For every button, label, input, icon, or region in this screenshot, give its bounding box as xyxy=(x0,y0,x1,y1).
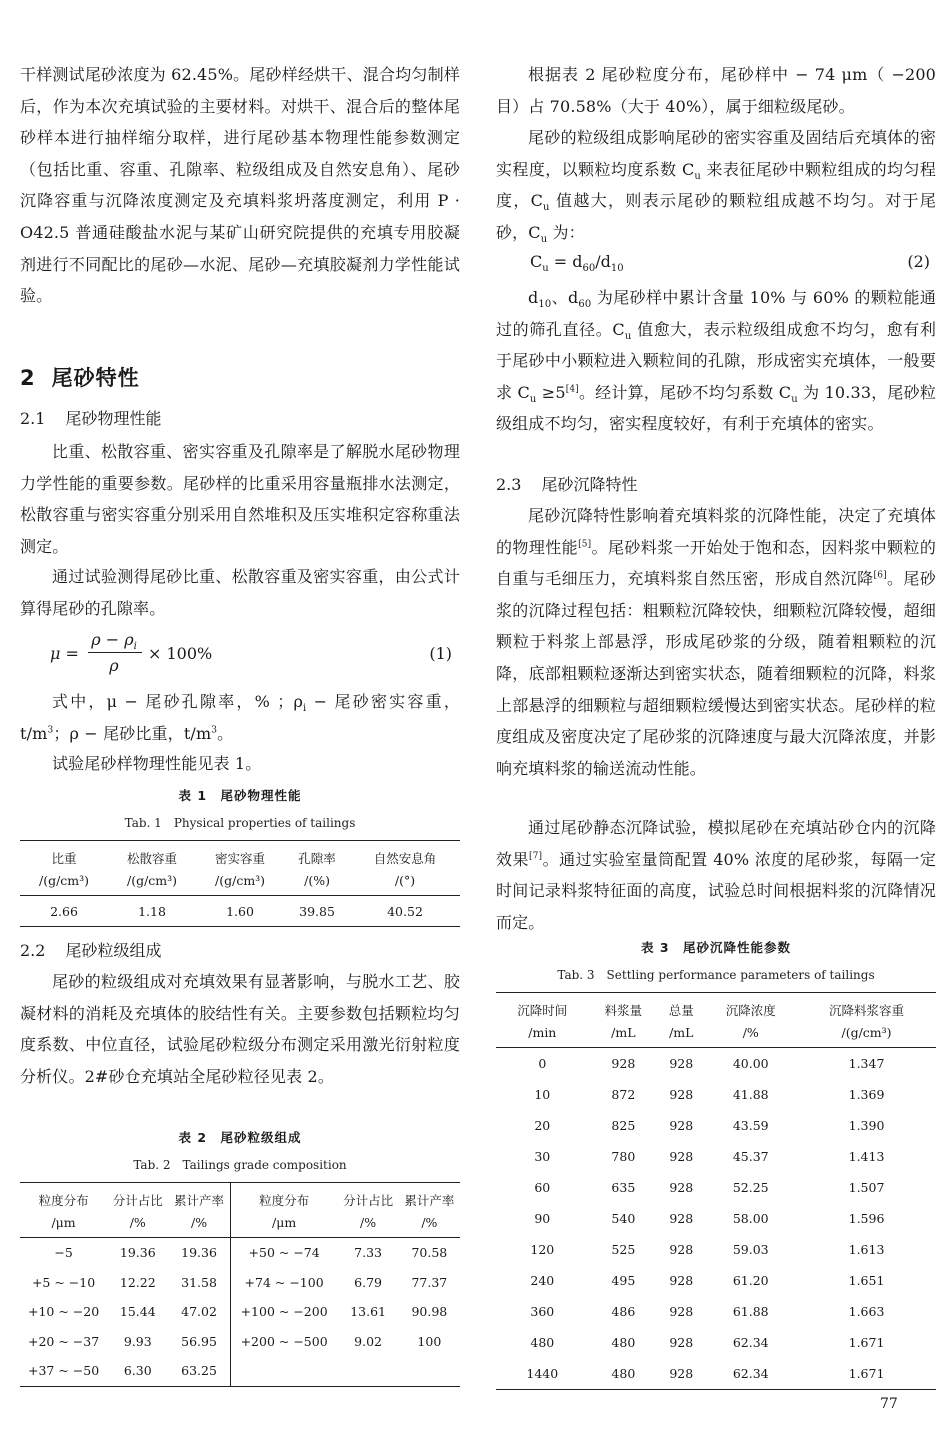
t3-cell: 62.34 xyxy=(732,1366,769,1381)
t3-cell: 928 xyxy=(669,1211,694,1226)
paragraph-r2: 尾砂的粒级组成影响尾砂的密实容重及固结后充填体的密实程度，以颗粒均度系数 $C_u$ 来表征尾砂中颗粒组成的均匀程度，$C_u$ 值越大，则表示尾砂的颗粒组成越不均匀。对于尾砂，$C_u$ 为： xyxy=(496,128,937,245)
page-number: 77 xyxy=(880,1396,898,1412)
table-row xyxy=(496,1110,936,1141)
t1-unit: /(g/cm³) xyxy=(20,869,108,896)
t3-cell: 43.59 xyxy=(732,1118,769,1133)
t2-unit: /% xyxy=(337,1211,398,1238)
t3-cell: 1.507 xyxy=(848,1180,885,1195)
eq1-tail: × 100% xyxy=(148,644,213,663)
table-row xyxy=(496,1265,936,1296)
t3-cell: 780 xyxy=(611,1149,636,1164)
table-row xyxy=(496,1203,936,1234)
t3-cell: 40.00 xyxy=(732,1056,769,1071)
t3-header: 沉降浓度 xyxy=(725,1003,776,1018)
t3-cell: 58.00 xyxy=(732,1211,769,1226)
t1-header: 比重 xyxy=(51,851,77,866)
t2-header: 分计占比 xyxy=(112,1193,163,1208)
t3-cell: 1.390 xyxy=(848,1118,885,1133)
table-2 xyxy=(20,1182,460,1387)
t1-unit: /(°) xyxy=(350,869,460,896)
t2-cell: 13.61 xyxy=(350,1304,386,1320)
eq1-number: (1) xyxy=(429,644,452,663)
t3-cell: 120 xyxy=(530,1242,555,1257)
t1-header: 自然安息角 xyxy=(373,851,437,866)
paragraph-r4: 尾砂沉降特性影响着充填料浆的沉降性能，决定了充填体的物理性能[5]。尾砂料浆一开始处于饱和态，因料浆中颗粒的自重与毛细压力，充填料浆自然压密，形成自然沉降[6]。尾砂浆的沉降过程包括：粗颗粒沉降较快，细颗粒沉降较慢，超细颗粒于料浆上部悬浮，形成尾砂浆的分级，随着粗颗粒的沉降，底部粗颗粒逐渐达到密实状态，随着细颗粒的沉降，料浆上部悬浮的细颗粒与超细颗粒缓慢达到密实状态。尾砂样的粒度组成及密度决定了尾砂浆的沉降速度与最大沉降浓度，并影响充填料浆的输送流动性能。 xyxy=(496,506,936,778)
table-row xyxy=(496,1327,936,1358)
t3-cell: 60 xyxy=(534,1180,551,1195)
t3-cell: 928 xyxy=(669,1366,694,1381)
paragraph-r3: $d_{10}$、$d_{60}$ 为尾砂样中累计含量 10% 与 60% 的颗粒能通过的筛孔直径。$C_u$ 值愈大，表示粒级组成愈不均匀，愈有利于尾砂中小颗粒进入颗粒间的孔隙，形成密实充填体，一般要求 $C_u \ge 5[4]$。经计算，尾砂不均匀系数 $C_u$ 为 10.33，尾砂粒级组成不均匀，密实程度较好，有利于充填体的密实。 xyxy=(496,288,936,434)
subsection-2-1-title: 尾砂物理性能 xyxy=(65,409,162,428)
t3-cell: 41.88 xyxy=(732,1087,769,1102)
table-row xyxy=(496,1234,936,1265)
t3-cell: 240 xyxy=(530,1273,555,1288)
t2-cell: 9.02 xyxy=(354,1333,383,1349)
t2-cell: +10 ~ −20 xyxy=(27,1304,100,1320)
t2-unit: /% xyxy=(168,1211,230,1238)
t3-cell: 0 xyxy=(538,1056,547,1071)
t3-unit: /% xyxy=(704,1021,797,1048)
t2-cell: 31.58 xyxy=(181,1274,217,1290)
t1-unit: /(%) xyxy=(284,869,350,896)
t3-cell: 30 xyxy=(534,1149,551,1164)
t2-unit: /% xyxy=(107,1211,168,1238)
t3-cell: 61.20 xyxy=(732,1273,769,1288)
t2-unit: /% xyxy=(399,1211,460,1238)
table-row xyxy=(496,1296,936,1327)
table-row xyxy=(20,896,460,927)
t3-cell: 59.03 xyxy=(732,1242,769,1257)
t3-cell: 52.25 xyxy=(732,1180,769,1195)
t2-cell: 19.36 xyxy=(181,1245,217,1261)
table-row xyxy=(496,1358,936,1389)
t1-cell: 1.18 xyxy=(138,903,166,919)
paragraph-r5: 通过尾砂静态沉降试验，模拟尾砂在充填站砂仓内的沉降效果[7]。通过实验室量筒配置 40% 浓度的尾砂浆，每隔一定时间记录料浆特征面的高度，试验总时间根据料浆的沉降情况而定。 xyxy=(496,818,936,932)
t2-header: 粒度分布 xyxy=(38,1193,89,1208)
table-row xyxy=(496,1172,936,1203)
t1-cell: 1.60 xyxy=(226,903,254,919)
t2-cell: 6.79 xyxy=(354,1274,383,1290)
t3-cell: 540 xyxy=(611,1211,636,1226)
t3-cell: 635 xyxy=(611,1180,636,1195)
t3-cell: 1.671 xyxy=(848,1366,885,1381)
t3-cell: 928 xyxy=(611,1056,636,1071)
t3-cell: 90 xyxy=(534,1211,551,1226)
t3-cell: 480 xyxy=(530,1335,555,1350)
t3-cell: 1.671 xyxy=(848,1335,885,1350)
t1-unit: /(g/cm³) xyxy=(196,869,284,896)
table-row xyxy=(20,1356,460,1386)
t2-header: 分计占比 xyxy=(343,1193,394,1208)
section-2-title: 尾砂特性 xyxy=(51,366,140,390)
table-row xyxy=(496,1048,936,1080)
t3-cell: 1.651 xyxy=(848,1273,885,1288)
t2-cell: +100 ~ −200 xyxy=(230,1297,337,1327)
table-3-caption-en: Tab. 3 Settling performance parameters of tailings xyxy=(557,968,875,982)
t3-cell: 928 xyxy=(669,1335,694,1350)
subsection-2-1-number: 2.1 xyxy=(20,409,46,428)
t3-header: 沉降料浆容重 xyxy=(829,1003,905,1018)
t3-cell: 1.596 xyxy=(848,1211,885,1226)
table-row xyxy=(20,1268,460,1298)
t3-cell: 928 xyxy=(669,1304,694,1319)
t3-cell: 928 xyxy=(669,1180,694,1195)
t2-cell: 19.36 xyxy=(119,1245,156,1261)
t3-unit: /(g/cm³) xyxy=(797,1021,936,1048)
table-1 xyxy=(20,840,460,927)
t2-cell: 70.58 xyxy=(411,1245,448,1261)
t2-cell: 90.98 xyxy=(411,1304,448,1320)
t1-unit: /(g/cm³) xyxy=(108,869,196,896)
t3-unit: /mL xyxy=(658,1021,704,1048)
t2-cell: 77.37 xyxy=(411,1274,448,1290)
section-2-heading xyxy=(20,362,140,392)
t3-cell: 1.413 xyxy=(848,1149,885,1164)
t2-cell: 9.93 xyxy=(123,1333,152,1349)
t3-cell: 1.347 xyxy=(848,1056,885,1071)
t2-cell: 15.44 xyxy=(119,1304,156,1320)
t3-cell: 1440 xyxy=(526,1366,559,1381)
eq2-number: (2) xyxy=(907,252,930,271)
table-2-caption-zh: 表 2 尾砂粒级组成 xyxy=(178,1130,302,1145)
eq1-numerator: $\rho - \rho_i$ xyxy=(91,630,137,653)
t1-header: 密实容重 xyxy=(215,851,266,866)
t2-cell: +20 ~ −37 xyxy=(27,1333,100,1349)
t2-cell: −5 xyxy=(54,1245,73,1261)
t3-cell: 61.88 xyxy=(732,1304,769,1319)
t1-header: 孔隙率 xyxy=(298,851,336,866)
subsection-2-3-heading xyxy=(496,472,637,498)
table-3 xyxy=(496,992,936,1390)
subsection-2-2-title: 尾砂粒级组成 xyxy=(65,941,162,960)
t2-cell: 100 xyxy=(417,1333,442,1349)
t3-cell: 928 xyxy=(669,1242,694,1257)
t2-cell: 47.02 xyxy=(181,1304,217,1320)
equation-1 xyxy=(50,630,460,682)
t1-cell: 40.52 xyxy=(387,903,423,919)
t1-cell: 39.85 xyxy=(299,903,335,919)
table-3-caption-zh: 表 3 尾砂沉降性能参数 xyxy=(640,940,792,955)
intro-paragraph: 干样测试尾砂浓度为 62.45%。尾砂样经烘干、混合均匀制样后，作为本次充填试验的主要材料。对烘干、混合后的整体尾砂样本进行抽样缩分取样，进行尾砂基本物理性能参数测定（包括比重、容重、孔隙率、粒级组成及自然安息角）、尾砂沉降容重与沉降浓度测定及充填料浆坍落度测定，利用 P · O42.5 普通硅酸盐水泥与某矿山研究院提供的充填专用胶凝剂进行不同配比的尾砂—水泥、尾砂—充填胶凝剂力学性能试验。 xyxy=(20,65,460,306)
t3-cell: 1.369 xyxy=(848,1087,885,1102)
t3-cell: 1.663 xyxy=(848,1304,885,1319)
t3-cell: 10 xyxy=(534,1087,551,1102)
table-row xyxy=(496,1141,936,1172)
t3-cell: 928 xyxy=(669,1056,694,1071)
eq2-expression: $C_u = d_{60}/d_{10}$ xyxy=(530,252,624,275)
t3-cell: 928 xyxy=(669,1118,694,1133)
t2-unit: /μm xyxy=(20,1211,107,1238)
t3-cell: 1.613 xyxy=(848,1242,885,1257)
table-row xyxy=(20,1297,460,1327)
t2-header: 累计产率 xyxy=(174,1193,225,1208)
t3-cell: 480 xyxy=(611,1366,636,1381)
section-2-number: 2 xyxy=(20,366,36,390)
paragraph-2-1-b: 通过试验测得尾砂比重、松散容重及密实容重，由公式计算得尾砂的孔隙率。 xyxy=(20,567,460,618)
t3-cell: 62.34 xyxy=(732,1335,769,1350)
t2-header: 粒度分布 xyxy=(230,1183,337,1211)
t2-cell: 12.22 xyxy=(119,1274,156,1290)
t3-cell: 20 xyxy=(534,1118,551,1133)
t2-unit: /μm xyxy=(230,1211,337,1238)
t2-cell xyxy=(399,1356,460,1386)
equation-2 xyxy=(530,252,936,280)
paragraph-2-1-d: 试验尾砂样物理性能见表 1。 xyxy=(52,754,262,773)
t2-header: 累计产率 xyxy=(404,1193,455,1208)
t3-cell: 360 xyxy=(530,1304,555,1319)
t2-cell: +5 ~ −10 xyxy=(31,1274,96,1290)
subsection-2-3-title: 尾砂沉降特性 xyxy=(541,475,638,494)
table-row xyxy=(20,1238,460,1268)
subsection-2-1-heading xyxy=(20,406,161,432)
t1-header: 松散容重 xyxy=(127,851,178,866)
eq1-fraction-bar xyxy=(88,652,142,653)
t3-cell: 928 xyxy=(669,1149,694,1164)
t2-cell: 6.30 xyxy=(123,1363,152,1379)
t3-cell: 486 xyxy=(611,1304,636,1319)
t3-header: 料浆量 xyxy=(604,1003,643,1018)
t3-cell: 525 xyxy=(611,1242,636,1257)
t1-cell: 2.66 xyxy=(50,903,78,919)
t2-cell: 63.25 xyxy=(181,1363,217,1379)
t2-cell: 7.33 xyxy=(354,1245,383,1261)
t2-cell: +50 ~ −74 xyxy=(230,1238,337,1268)
paragraph-2-1-a: 比重、松散容重、密实容重及孔隙率是了解脱水尾砂物理力学性能的重要参数。尾砂样的比重采用容量瓶排水法测定，松散容重与密实容重分别采用自然堆积及压实堆积定容称重法测定。 xyxy=(20,442,460,556)
paragraph-2-2: 尾砂的粒级组成对充填效果有显著影响，与脱水工艺、胶凝材料的消耗及充填体的胶结性有关。主要参数包括颗粒均匀度系数、中位直径，试验尾砂粒级分布测定采用激光衍射粒度分析仪。2#砂仓充填站全尾砂粒径见表 2。 xyxy=(20,972,460,1086)
table-1-caption-en: Tab. 1 Physical properties of tailings xyxy=(124,816,356,830)
table-row xyxy=(20,1327,460,1357)
eq1-denominator: ρ xyxy=(109,656,119,675)
t3-cell: 45.37 xyxy=(732,1149,769,1164)
t3-cell: 928 xyxy=(669,1087,694,1102)
t2-cell xyxy=(230,1356,337,1386)
t3-unit: /min xyxy=(496,1021,589,1048)
subsection-2-2-number: 2.2 xyxy=(20,941,46,960)
table-row xyxy=(496,1079,936,1110)
t3-cell: 495 xyxy=(611,1273,636,1288)
paragraph-2-1-c: 式中，μ − 尾砂孔隙率，% ；$\rho_i$ − 尾砂密实容重，$t/m^3$；ρ − 尾砂比重，$t/m^3$。 xyxy=(20,692,460,743)
paragraph-r1: 根据表 2 尾砂粒度分布，尾砂样中 − 74 μm（ −200 目）占 70.58%（大于 40%），属于细粒级尾砂。 xyxy=(496,65,936,116)
t3-header: 总量 xyxy=(668,1003,694,1018)
subsection-2-2-heading xyxy=(20,938,161,964)
t3-cell: 825 xyxy=(611,1118,636,1133)
table-2-caption-en: Tab. 2 Tailings grade composition xyxy=(133,1158,347,1172)
table-1-caption-zh: 表 1 尾砂物理性能 xyxy=(178,788,302,803)
t2-cell: +74 ~ −100 xyxy=(230,1268,337,1298)
t3-header: 沉降时间 xyxy=(517,1003,568,1018)
t2-cell: +37 ~ −50 xyxy=(27,1363,100,1379)
t3-cell: 928 xyxy=(669,1273,694,1288)
t2-cell xyxy=(337,1356,398,1386)
t3-cell: 480 xyxy=(611,1335,636,1350)
t3-cell: 872 xyxy=(611,1087,636,1102)
t2-cell: 56.95 xyxy=(181,1333,217,1349)
t3-unit: /mL xyxy=(589,1021,658,1048)
t2-cell: +200 ~ −500 xyxy=(230,1327,337,1357)
eq1-lhs: μ = xyxy=(50,644,79,663)
subsection-2-3-number: 2.3 xyxy=(496,475,522,494)
